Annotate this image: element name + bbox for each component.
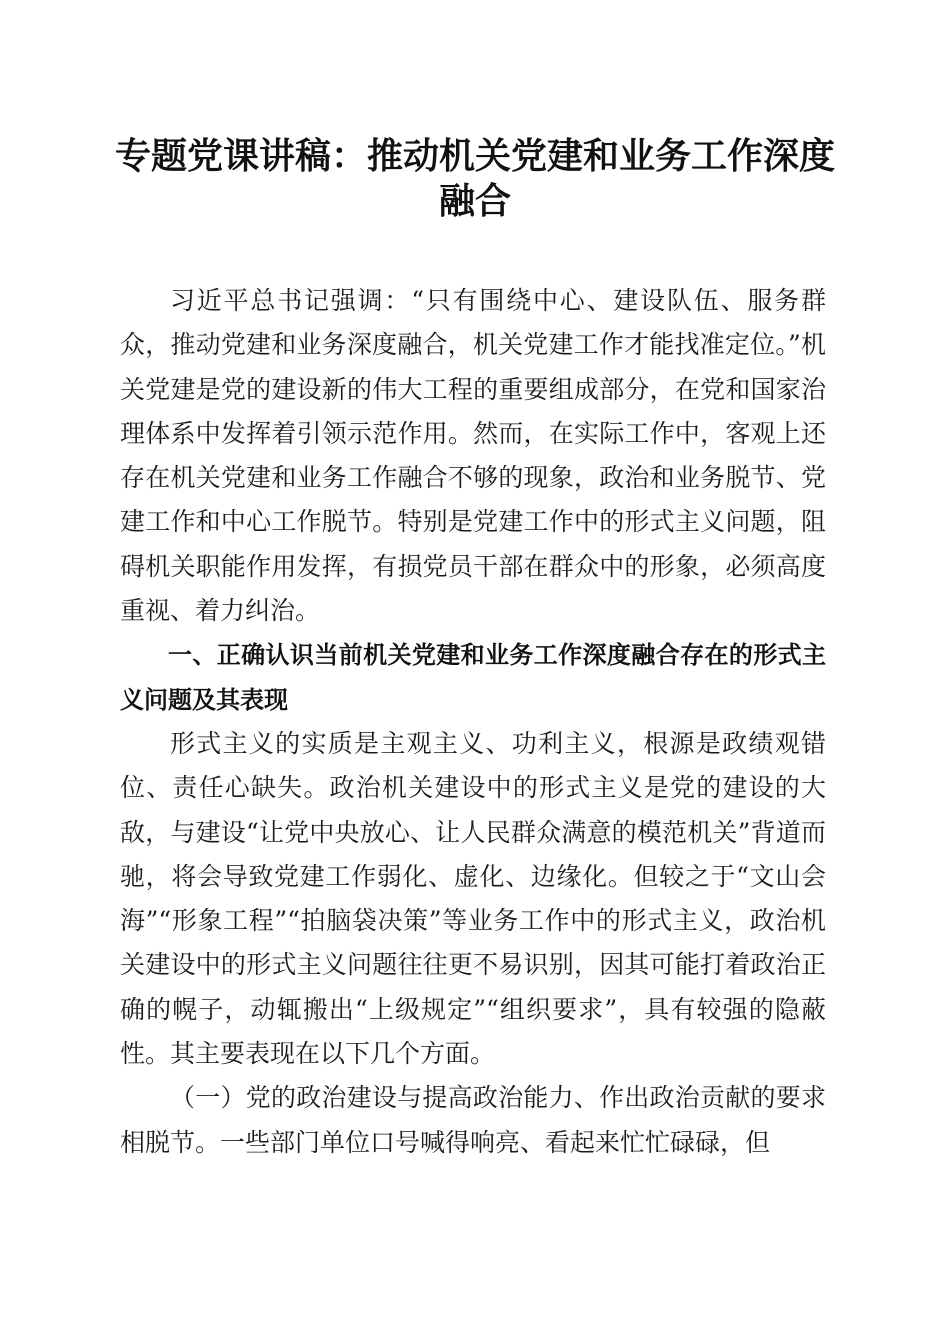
section-1-paragraph: 形式主义的实质是主观主义、功利主义，根源是政绩观错位、责任心缺失。政治机关建设中的形式主义是党的建设的大敌，与建设“让党中央放心、让人民群众满意的模范机关”背道而驰，将会导致党建工作弱化、虚化、边缘化。但较之于“文山会海”“形象工程”“拍脑袋决策”等业务工作中的形式主义，政治机关建设中的形式主义问题往往更不易识别，因其可能打着政治正确的幌子，动辄搬出“上级规定”“组织要求”，具有较强的隐蔽性。其主要表现在以下几个方面。 <box>120 728 826 1069</box>
document-body <box>120 279 826 1165</box>
intro-paragraph: 习近平总书记强调：“只有围绕中心、建设队伍、服务群众，推动党建和业务深度融合，机关党建工作才能找准定位。”机关党建是党的建设新的伟大工程的重要组成部分，在党和国家治理体系中发挥着引领示范作用。然而，在实际工作中，客观上还存在机关党建和业务工作融合不够的现象，政治和业务脱节、党建工作和中心工作脱节。特别是党建工作中的形式主义问题，阻碍机关职能作用发挥，有损党员干部在群众中的形象，必须高度重视、着力纠治。 <box>120 286 826 626</box>
subsection-1-paragraph: （一）党的政治建设与提高政治能力、作出政治贡献的要求相脱节。一些部门单位口号喊得响亮、看起来忙忙碌碌，但 <box>120 1083 826 1157</box>
section-heading-1: 一、正确认识当前机关党建和业务工作深度融合存在的形式主义问题及其表现 <box>120 641 826 714</box>
document-title: 专题党课讲稿：推动机关党建和业务工作深度融合 <box>114 135 835 222</box>
